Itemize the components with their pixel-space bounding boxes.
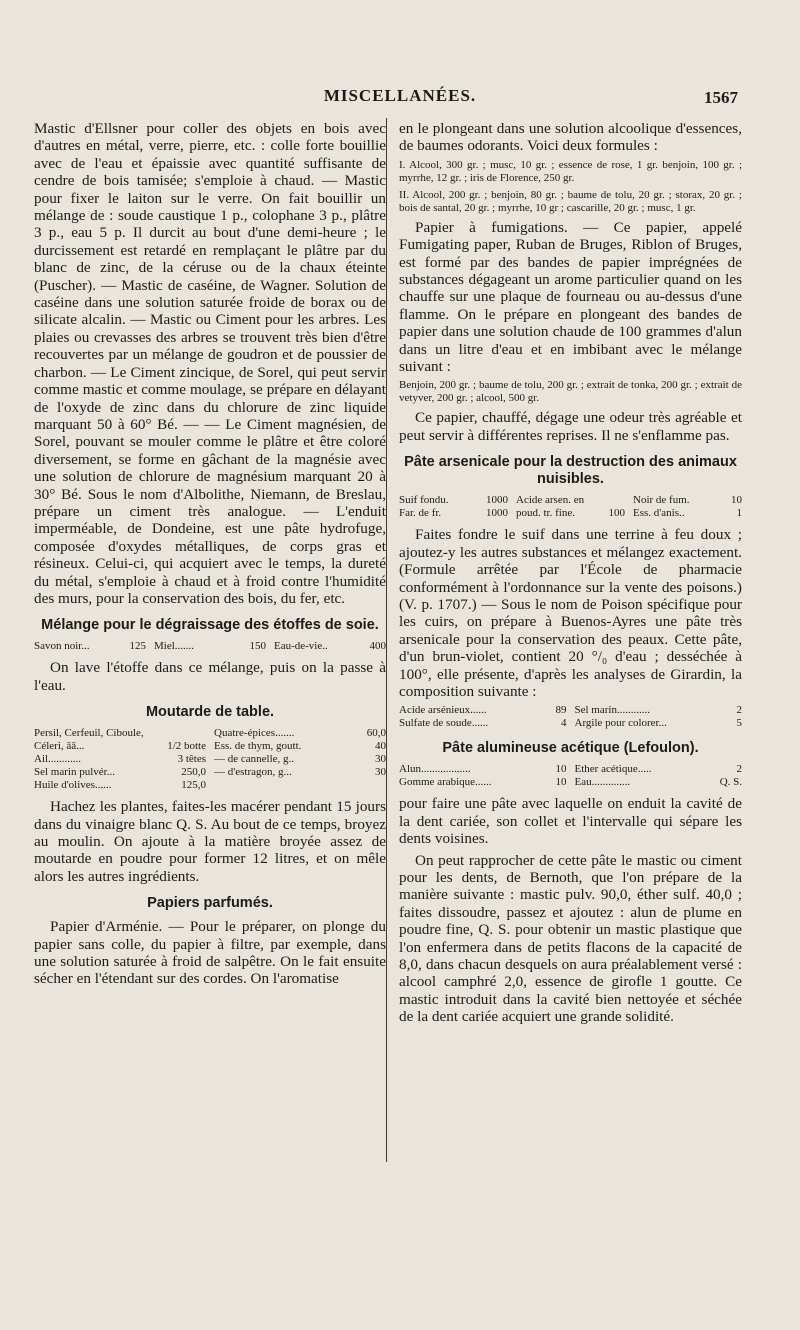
ingredient: Gomme arabique...... 10	[399, 776, 567, 789]
alumineuse-recipe	[399, 763, 742, 789]
formula-three: Benjoin, 200 gr. ; baume de tolu, 200 gr. ; extrait de tonka, 200 gr. ; extrait de vetyver, 200 gr. ; alcool, 500 gr.	[399, 379, 742, 405]
paragraph-pour: pour faire une pâte avec laquelle on enduit la cavité de la dent cariée, son collet et l'intervalle qui sépare les dents voisines.	[399, 795, 742, 848]
paragraph-continued: en le plongeant dans une solution alcoolique d'essences, de baumes odorants. Voici deux formules :	[399, 120, 742, 155]
ingredient: Argile pour colorer... 5	[574, 717, 742, 730]
ingredient: — de cannelle, g.. 30	[214, 753, 386, 766]
paragraph-fumigations: Papier à fumigations. — Ce papier, appelé Fumigating paper, Ruban de Bruges, Riblon of Bruges, est formé par des bandes de papier imprégnées de substances dégageant un arome particulier quand on les chauffe sur une plaque de fourneau ou au-dessus d'une flamme. On le prépare en plongeant des bandes de papier dans une solution chaude de 100 grammes d'alun dans un litre d'eau et en imbibant avec le mélange suivant :	[399, 218, 742, 376]
paragraph-armenie: Papier d'Arménie. — Pour le préparer, on plonge du papier sans colle, du papier à filtre, par exemple, dans une solution saturée à froid de salpêtre. On le fait ensuite sécher en l'étendant sur des cordes. On l'aromatise	[34, 918, 386, 988]
arsenicale-recipe	[399, 494, 742, 520]
ingredient: Suif fondu. 1000	[399, 494, 508, 507]
heading-alumineuse: Pâte alumineuse acétique (Lefoulon).	[442, 740, 699, 757]
formula-two: II. Alcool, 200 gr. ; benjoin, 80 gr. ; baume de tolu, 20 gr. ; storax, 20 gr. ; bois de santal, 20 gr. ; myrrhe, 10 gr ; cascarille, 20 gr. ; musc, 1 gr.	[399, 188, 742, 214]
heading-arsenicale: Pâte arsenicale pour la destruction des animaux nuisibles.	[404, 454, 737, 488]
ingredient: Ess. d'anis.. 1	[633, 507, 742, 520]
ingredient: Savon noir... 125	[34, 640, 146, 653]
degraissage-recipe	[34, 640, 386, 653]
ingredient: Sel marin............ 2	[574, 704, 742, 717]
ingredient: Miel....... 150	[154, 640, 266, 653]
column-divider	[386, 118, 387, 1162]
moutarde-recipe	[34, 727, 386, 792]
ingredient: Eau.............. Q. S.	[574, 776, 742, 789]
ingredient: — d'estragon, g... 30	[214, 766, 386, 779]
ingredient: poud. tr. fine. 100	[516, 507, 625, 520]
ingredient: Sulfate de soude...... 4	[399, 717, 567, 730]
ingredient: Ess. de thym, goutt. 40	[214, 740, 386, 753]
ingredient: Eau-de-vie.. 400	[274, 640, 386, 653]
paragraph-rapprocher: On peut rapprocher de cette pâte le mastic ou ciment pour les dents, de Bernoth, que l'on prépare de la manière suivante : mastic pulv. 90,0, éther sulf. 40,0 ; faites dissoudre, passez et ajoutez : alun de plume en poudre fine, Q. S. pour obtenir un mastic plastique que l'on enfermera dans de petits flacons de la capacité de 8,0, dans chacun desquels on aura préalablement versé : alcool camphré 2,0, essence de girofle 1 goutte. Ce mastic introduit dans la cavité bien nettoyée et séchée de la dent cariée acquiert une grande solidité.	[399, 851, 742, 1026]
ingredient: Acide arsénieux...... 89	[399, 704, 567, 717]
ingredient: Acide arsen. en	[516, 494, 585, 507]
running-title: MISCELLANÉES.	[323, 86, 477, 105]
paragraph-mastics: Mastic d'Ellsner pour coller des objets en bois avec d'autres en métal, verre, pierre, etc. : colle forte bouillie avec de l'eau et épaissie avec quantité suffisante de cendre de bois tamisée; s'emploie à chaud. — Mastic pour fixer le laiton sur le verre. On fait bouillir un mélange de : soude caustique 1 p., colophane 3 p., plâtre 3 p., eau 5 p. Il durcit au bout d'une demi-heure ; le durcissement est retardé en remplaçant le plâtre par du blanc de zinc, de la céruse ou de la chaux éteinte (Puscher). — Mastic de caséine, de Wagner. Solution de caséine dans une solution saturée froide de borax ou de silicate alcalin. — Mastic ou Ciment pour les arbres. Les plaies ou crevasses des arbres se trouvent très bien d'être recouvertes par un mélange de goudron et de poussier de charbon. — Le Ciment zincique, de Sorel, qui peut servir comme mastic et comme moulage, se prépare en délayant de l'oxyde de zinc dans du chlorure de zinc liquide marquant 50 à 60° Bé. — — Le Ciment magnésien, de Sorel, pouvant se mouler comme le plâtre et être coloré diversement, se forme en gâchant de la magnésie avec une solution de chlorure de magnésium marquant 20 à 30° Bé. Sous le nom d'Albolithe, Niemann, de Breslau, prépare un ciment très analogue. — L'enduit imperméable, de Dondeine, est une pâte hydrofuge, composée d'oxydes métalliques, de corps gras et résineux. Celui-ci, qui acquiert avec le temps, la dureté du métal, s'emploie à chaud et à froid contre l'humidité des murs, pour la conservation des bois, du fer, etc.	[34, 120, 386, 607]
heading-degraissage: Mélange pour le dégraissage des étoffes de soie.	[41, 617, 379, 634]
left-column	[34, 120, 386, 992]
ingredient: Sel marin pulvér... 250,0	[34, 766, 206, 779]
heading-moutarde: Moutarde de table.	[145, 704, 275, 721]
paragraph-hachez: Hachez les plantes, faites-les macérer pendant 15 jours dans du vinaigre blanc Q. S. Au bout de ce temps, broyez au moulin. On ajoute à la matière broyée assez de moutarde en poudre pour former 12 litres, et on mêle alors les autres ingrédients.	[34, 798, 386, 885]
ingredient: Quatre-épices....... 60,0	[214, 727, 386, 740]
page-number: 1567	[704, 88, 738, 107]
ingredient: Persil, Cerfeuil, Ciboule,	[34, 727, 144, 740]
ingredient: Huile d'olives...... 125,0	[34, 779, 206, 792]
ingredient: Céleri, āā... 1/2 botte	[34, 740, 206, 753]
ingredient: Far. de fr. 1000	[399, 507, 508, 520]
ingredient: Alun.................. 10	[399, 763, 567, 776]
ingredient: Ether acétique..... 2	[574, 763, 742, 776]
composition-table	[399, 704, 742, 730]
paragraph-chauffe: Ce papier, chauffé, dégage une odeur très agréable et peut servir à différentes reprises. Il ne s'enflamme pas.	[399, 409, 742, 444]
ingredient: Ail............ 3 têtes	[34, 753, 206, 766]
formula-one: I. Alcool, 300 gr. ; musc, 10 gr. ; essence de rose, 1 gr. benjoin, 100 gr. ; myrrhe, 12 gr. ; iris de Florence, 250 gr.	[399, 158, 742, 184]
paragraph-lave: On lave l'étoffe dans ce mélange, puis on la passe à l'eau.	[34, 659, 386, 694]
right-column	[399, 120, 742, 1030]
heading-papiers: Papiers parfumés.	[147, 895, 273, 912]
paragraph-faites: Faites fondre le suif dans une terrine à feu doux ; ajoutez-y les autres substances et mélangez exactement. (Formule arrêtée par l'École de pharmacie conformément à l'ordonnance sur la vente des poisons.) (V. p. 1707.) — Sous le nom de Poison spécifique pour les cuirs, on prépare à Buenos-Ayres une pâte très arsenicale pour la conservation des peaux. Cette pâte, d'un brun-violet, contient 20 °/₀ d'eau ; desséchée à 100°, elle présente, d'après les analyses de Girardin, la composition suivante :	[399, 526, 742, 700]
ingredient: Noir de fum. 10	[633, 494, 742, 507]
